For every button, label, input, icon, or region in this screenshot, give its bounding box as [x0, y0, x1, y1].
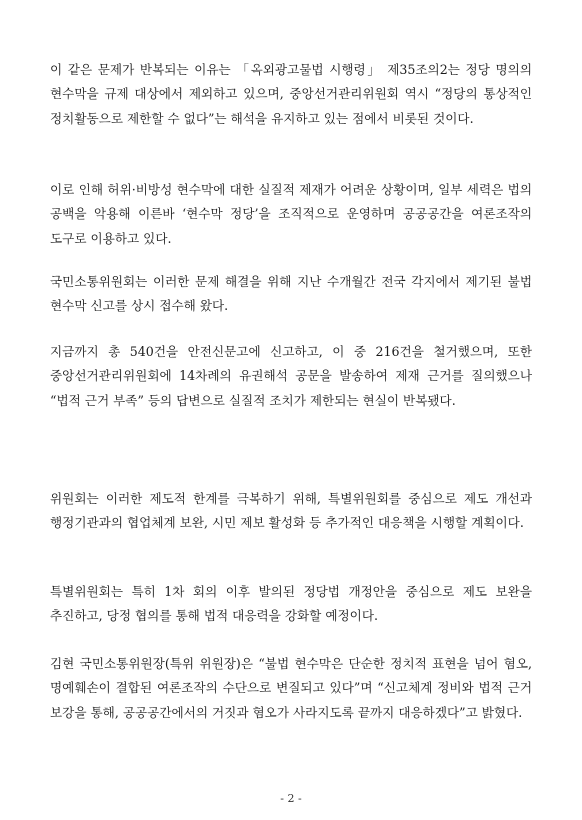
- paragraph-committee-plan: 위원회는 이러한 제도적 한계를 극복하기 위해, 특별위원회를 중심으로 제도 개선과 행정기관과의 협업체계 보완, 시민 제보 활성화 등 추가적인 대응책을 시행할 계획이다.: [50, 491, 532, 531]
- paragraph-chair-quote: 김현 국민소통위원장(특위 위원장)은 “불법 현수막은 단순한 정치적 표현을 넘어 혐오, 명예훼손이 결합된 여론조작의 수단으로 변질되고 있다”며 “신고체계 정비와 법적 근거 보강을 통해, 공공공간에서의 거짓과 혐오가 사라지도록 끝까지 대응하겠다”고 밝혔다.: [50, 656, 532, 720]
- paragraph-report-intake: 국민소통위원회는 이러한 문제 해결을 위해 지난 수개월간 전국 각지에서 제기된 불법 현수막 신고를 상시 접수해 왔다.: [50, 274, 532, 314]
- paragraph-sanction-difficulty: 이로 인해 허위·비방성 현수막에 대한 실질적 제재가 어려운 상황이며, 일부 세력은 법의 공백을 악용해 이른바 ‘현수막 정당’을 조직적으로 운영하며 공공공간을 여론조작의 도구로 이용하고 있다.: [50, 182, 532, 246]
- page-number: - 2 -: [280, 792, 302, 805]
- paragraph-report-statistics: 지금까지 총 540건을 안전신문고에 신고하고, 이 중 216건을 철거했으며, 또한 중앙선거관리위원회에 14차례의 유권해석 공문을 발송하여 제재 근거를 질의했으나 “법적 근거 부족” 등의 답변으로 실질적 조치가 제한되는 현실이 반복됐다.: [50, 344, 532, 408]
- paragraph-legal-cause: 이 같은 문제가 반복되는 이유는 「옥외광고물법 시행령」 제35조의2는 정당 명의의 현수막을 규제 대상에서 제외하고 있으며, 중앙선거관리위원회 역시 “정당의 통상적인 정치활동으로 제한할 수 없다”는 해석을 유지하고 있는 점에서 비롯된 것이다.: [50, 62, 532, 126]
- paragraph-special-committee: 특별위원회는 특히 1차 회의 이후 발의된 정당법 개정안을 중심으로 제도 보완을 추진하고, 당정 협의를 통해 법적 대응력을 강화할 예정이다.: [50, 584, 532, 624]
